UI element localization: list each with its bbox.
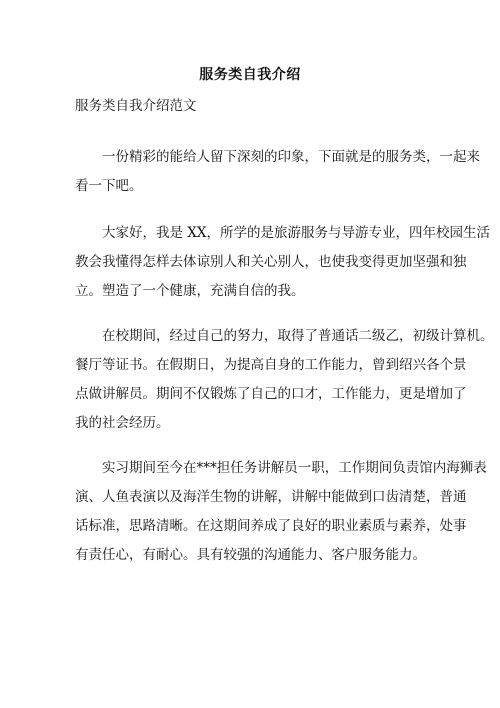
paragraph-intro [75, 143, 480, 201]
paragraph-line: 教会我懂得怎样去体谅别人和关心别人，也使我变得更加坚强和独 [75, 254, 467, 270]
paragraph-internship [75, 454, 487, 570]
paragraph-line: 大家好，我是 XX，所学的是旅游服务与导游专业，四年校园生活 [102, 225, 491, 241]
paragraph-line: 有责任心，有耐心。具有较强的沟通能力、客户服务能力。 [75, 547, 426, 563]
paragraph-greeting [75, 219, 491, 306]
paragraph-line: 看一下吧。 [75, 178, 143, 194]
paragraph-school [75, 322, 494, 438]
paragraph-line: 立。塑造了一个健康，充满自信的我。 [75, 283, 305, 299]
paragraph-line: 一份精彩的能给人留下深刻的印象，下面就是的服务类，一起来 [102, 149, 480, 165]
paragraph-line: 演、人鱼表演以及海洋生物的讲解，讲解中能做到口齿清楚，普通 [75, 489, 467, 505]
paragraph-line: 餐厅等证书。在假期日，为提高自身的工作能力，曾到绍兴各个景 [75, 357, 467, 373]
paragraph-line: 在校期间，经过自己的努力，取得了普通话二级乙，初级计算机。 [102, 328, 494, 344]
document-subtitle: 服务类自我介绍范文 [75, 98, 197, 114]
paragraph-line: 点做讲解员。期间不仅锻炼了自己的口才，工作能力，更是增加了 [75, 386, 467, 402]
document-title: 服务类自我介绍 [199, 67, 301, 83]
paragraph-line: 我的社会经历。 [75, 415, 170, 431]
paragraph-line: 实习期间至今在***担任务讲解员一职，工作期间负责馆内海狮表 [102, 460, 487, 476]
paragraph-line: 话标准，思路清晰。在这期间养成了良好的职业素质与素养，处事 [75, 518, 467, 534]
